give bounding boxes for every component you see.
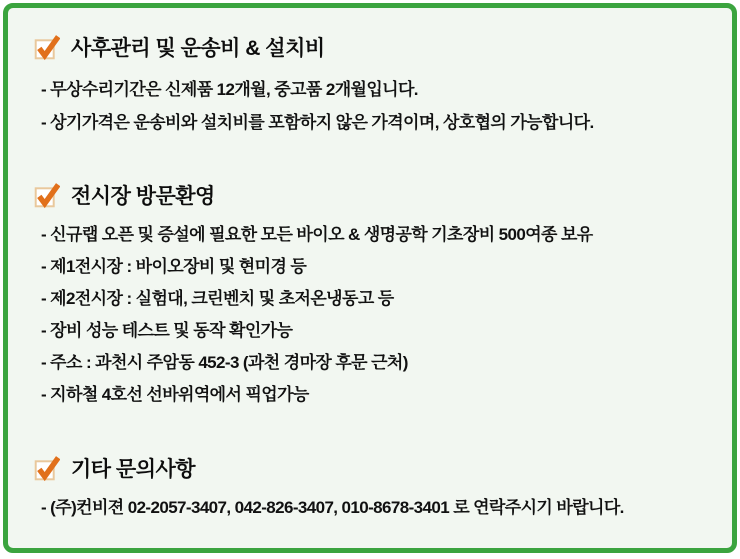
section-contact-items [8,491,732,524]
section-showroom [8,180,732,411]
section-title: 기타 문의사항 [71,458,196,481]
list-item: - 상기가격은 운송비와 설치비를 포함하지 않은 가격이며, 상호협의 가능합니다. [41,113,594,132]
section-title: 사후관리 및 운송비 & 설치비 [71,37,325,60]
list-item: - 신규랩 오픈 및 증설에 필요한 모든 바이오 & 생명공학 기초장비 500여종 보유 [41,225,593,244]
section-contact-header [8,453,732,483]
info-panel [3,3,737,553]
list-item: - 주소 : 과천시 주암동 452-3 (과천 경마장 후문 근처) [41,353,408,372]
section-showroom-items [8,219,732,411]
list-item: - 무상수리기간은 신제품 12개월, 중고품 2개월입니다. [41,80,418,99]
section-aftercare-items [8,73,732,139]
section-showroom-header [8,180,732,210]
list-item: - 지하철 4호선 선바위역에서 픽업가능 [41,385,309,404]
section-aftercare [8,32,732,139]
list-item: - 장비 성능 테스트 및 동작 확인가능 [41,321,293,340]
section-contact [8,453,732,524]
section-title: 전시장 방문환영 [71,185,215,208]
checkbox-checked-icon [33,34,60,61]
list-item: - 제1전시장 : 바이오장비 및 현미경 등 [41,257,307,276]
list-item: - (주)컨비젼 02-2057-3407, 042-826-3407, 010-8678-3401 로 연락주시기 바랍니다. [41,498,624,517]
section-aftercare-header [8,32,732,62]
checkbox-checked-icon [33,455,60,482]
checkbox-checked-icon [33,182,60,209]
list-item: - 제2전시장 : 실험대, 크린벤치 및 초저온냉동고 등 [41,289,394,308]
